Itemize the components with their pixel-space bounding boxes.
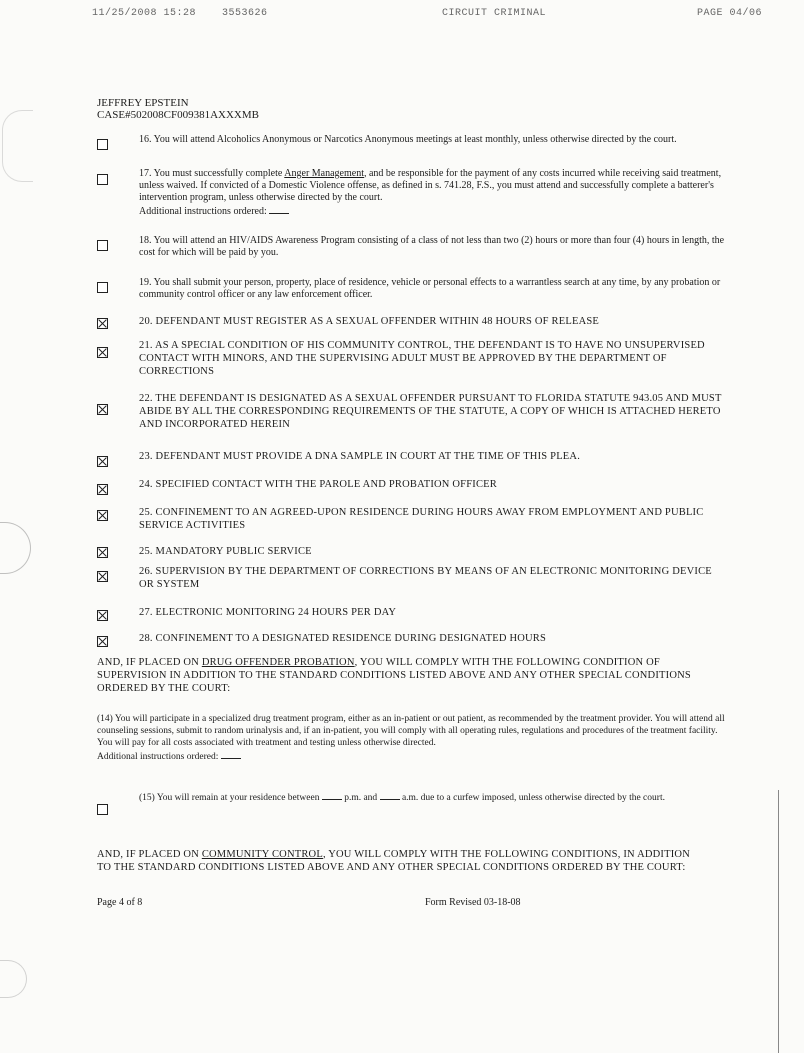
condition-checkbox-checked[interactable]: [97, 404, 108, 415]
punch-hole-mark: [0, 960, 27, 998]
anger-management-term: Anger Management: [284, 168, 364, 179]
community-control-term: COMMUNITY CONTROL: [201, 849, 323, 860]
drug-condition-14: (14) You will participate in a specialized drug treatment program, either as an in-patient or out patient, as recommended by the treatment provider. You will attend all counseling sessions, submit to random urinalysis and, if an in-patient, you will comply with all operating rules, regulations and procedures of the treatment facility. You will pay for all costs associated with treatment and testing unless otherwise directed. Additional instructions ordered:: [97, 714, 725, 762]
blank-line[interactable]: [322, 790, 342, 800]
condition-text: 25. CONFINEMENT TO AN AGREED-UPON RESIDENCE DURING HOURS AWAY FROM EMPLOYMENT AND PUBLIC SERVICE ACTIVITIES: [139, 507, 704, 531]
condition-checkbox[interactable]: [97, 804, 108, 815]
additional-instructions-label: Additional instructions ordered:: [97, 752, 219, 762]
fax-datetime: 11/25/2008 15:28: [92, 8, 197, 19]
fax-department: CIRCUIT CRIMINAL: [442, 8, 547, 19]
condition-text: 18. You will attend an HIV/AIDS Awareness Program consisting of a class of not less than two (2) hours or more than four (4) hours in length, the cost for which will be paid by you.: [139, 235, 725, 258]
blank-line[interactable]: [380, 790, 400, 800]
defendant-name: JEFFREY EPSTEIN: [97, 97, 189, 109]
fax-number: 3553626: [222, 8, 268, 19]
condition-checkbox[interactable]: [97, 240, 108, 251]
condition-checkbox[interactable]: [97, 139, 108, 150]
condition-checkbox-checked[interactable]: [97, 510, 108, 521]
condition-text: 25. MANDATORY PUBLIC SERVICE: [139, 546, 312, 557]
condition-text: 26. SUPERVISION BY THE DEPARTMENT OF CORRECTIONS BY MEANS OF AN ELECTRONIC MONITORING DEVICE OR SYSTEM: [139, 566, 712, 590]
condition-checkbox-checked[interactable]: [97, 610, 108, 621]
condition-checkbox-checked[interactable]: [97, 547, 108, 558]
condition-text: 28. CONFINEMENT TO A DESIGNATED RESIDENCE DURING DESIGNATED HOURS: [139, 633, 547, 644]
condition-checkbox-checked[interactable]: [97, 456, 108, 467]
drug-offender-probation-term: DRUG OFFENDER PROBATION: [201, 657, 355, 668]
blank-line: [221, 749, 241, 759]
condition-text: 16. You will attend Alcoholics Anonymous or Narcotics Anonymous meetings at least monthly, unless otherwise directed by the court.: [139, 134, 677, 145]
drug-offender-heading: AND, IF PLACED ON DRUG OFFENDER PROBATION, YOU WILL COMPLY WITH THE FOLLOWING CONDITION OF SUPERVISION IN ADDITION TO THE STANDARD CONDITIONS LISTED ABOVE AND ANY OTHER SPECIAL CONDITIONS ORDERED BY THE COURT:: [97, 657, 691, 694]
case-number: CASE#502008CF009381AXXXMB: [97, 109, 259, 121]
condition-text: 19. You shall submit your person, property, place of residence, vehicle or personal effects to a warrantless search at any time, by any probation or community control officer or any law enforcement officer.: [139, 277, 721, 300]
condition-text: 23. DEFENDANT MUST PROVIDE A DNA SAMPLE IN COURT AT THE TIME OF THIS PLEA.: [139, 451, 581, 462]
condition-checkbox-checked[interactable]: [97, 571, 108, 582]
form-revision: Form Revised 03-18-08: [425, 897, 521, 908]
page-edge-line: [778, 790, 779, 1053]
additional-instructions-label: Additional instructions ordered:: [139, 206, 267, 217]
blank-line: [269, 204, 289, 214]
condition-checkbox[interactable]: [97, 174, 108, 185]
condition-text: 27. ELECTRONIC MONITORING 24 HOURS PER DAY: [139, 607, 397, 618]
punch-hole-mark: [0, 522, 31, 574]
condition-text: 24. SPECIFIED CONTACT WITH THE PAROLE AND PROBATION OFFICER: [139, 479, 497, 490]
community-control-heading: AND, IF PLACED ON COMMUNITY CONTROL, YOU WILL COMPLY WITH THE FOLLOWING CONDITIONS, IN ADDITION TO THE STANDARD CONDITIONS LISTED ABOVE AND ANY OTHER SPECIAL CONDITIONS ORDERED BY THE COURT:: [97, 849, 690, 873]
condition-text: 22. THE DEFENDANT IS DESIGNATED AS A SEXUAL OFFENDER PURSUANT TO FLORIDA STATUTE 943.05 AND MUST ABIDE BY ALL THE CORRESPONDING REQUIREMENTS OF THE STATUTE, A COPY OF WHICH IS ATTACHED HERETO AND INCORPORATED HEREIN: [139, 393, 722, 430]
fax-page: PAGE 04/06: [697, 8, 763, 19]
drug-condition-15: (15) You will remain at your residence between p.m. and a.m. due to a curfew imposed, unless otherwise directed by the court.: [139, 790, 739, 804]
fax-header: [92, 8, 782, 22]
condition-checkbox-checked[interactable]: [97, 347, 108, 358]
condition-checkbox[interactable]: [97, 282, 108, 293]
condition-checkbox-checked[interactable]: [97, 636, 108, 647]
condition-checkbox-checked[interactable]: [97, 318, 108, 329]
punch-hole-mark: [2, 110, 33, 182]
condition-text: 21. AS A SPECIAL CONDITION OF HIS COMMUNITY CONTROL, THE DEFENDANT IS TO HAVE NO UNSUPERVISED CONTACT WITH MINORS, AND THE SUPERVISING ADULT MUST BE APPROVED BY THE DEPARTMENT OF CORRECTIONS: [139, 340, 705, 377]
condition-checkbox-checked[interactable]: [97, 484, 108, 495]
page-number: Page 4 of 8: [97, 897, 143, 908]
condition-text: 17. You must successfully complete Anger Management, and be responsible for the payment of any costs incurred while receiving said treatment, unless waived. If convicted of a Domestic Violence offense, as defined in s. 741.28, F.S., you must attend and successfully complete a batterer's intervention program, unless otherwise directed by the court. Additional instructions ordered:: [139, 168, 722, 217]
condition-text: 20. DEFENDANT MUST REGISTER AS A SEXUAL OFFENDER WITHIN 48 HOURS OF RELEASE: [139, 316, 600, 327]
